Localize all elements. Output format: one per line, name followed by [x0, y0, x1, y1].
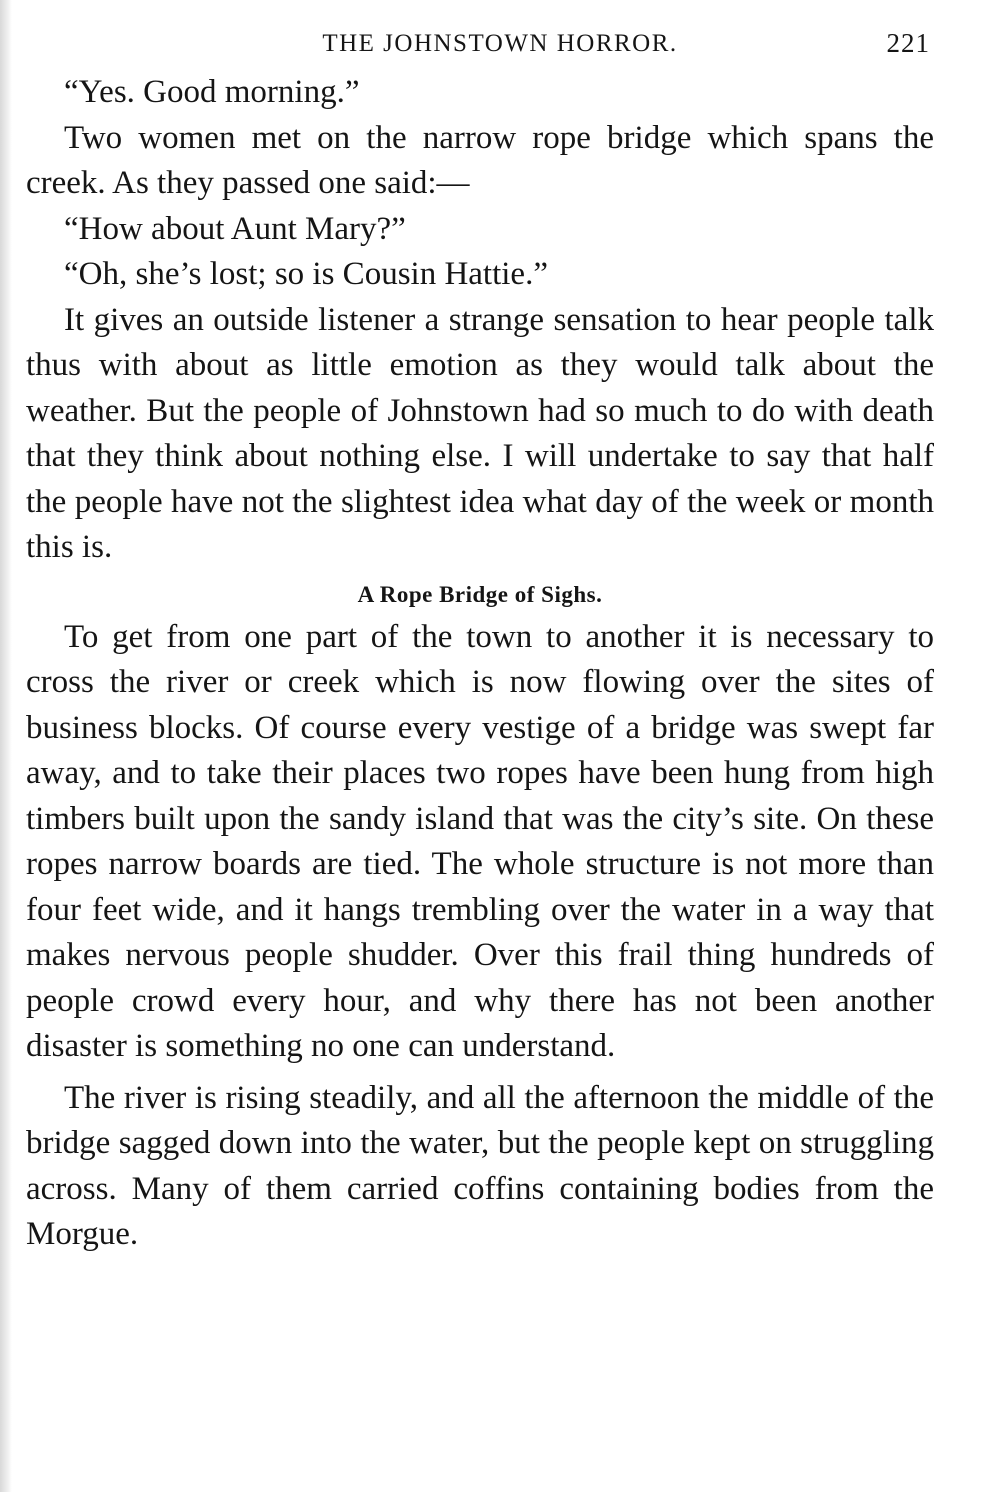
section-paragraph: The river is rising steadily, and all the afternoon the middle of the bridge sagged down into the water, but the people kept on struggling across. Many of them carried coffins containing bodies from the Morgue.	[26, 1079, 934, 1252]
narrative-paragraph: It gives an outside listener a strange sensation to hear people talk thus with about as little emotion as they would talk about the weather. But the people of Johnstown had so much to do with death that they think about nothing else. I will undertake to say that half the people have not the slightest idea what day of the week or month this is.	[26, 301, 934, 565]
book-page	[26, 18, 934, 1478]
running-title: THE JOHNSTOWN HORROR.	[322, 30, 678, 57]
section-heading: A Rope Bridge of Sighs.	[357, 581, 603, 607]
dialogue-line: “Oh, she’s lost; so is Cousin Hattie.”	[64, 256, 548, 292]
page-number: 221	[886, 28, 930, 58]
section-paragraph: To get from one part of the town to another it is necessary to cross the river or creek which is now flowing over the sites of business blocks. Of course every vestige of a bridge was swept far away, and to take their places two ropes have been hung from high timbers built upon the sandy island that was the city’s site. On these ropes narrow boards are tied. The whole structure is not more than four feet wide, and it hangs trembling over the water in a way that makes nervous people shudder. Over this frail thing hundreds of people crowd every hour, and why there has not been another disaster is something no one can understand.	[26, 618, 934, 1064]
narrative-paragraph: Two women met on the narrow rope bridge which spans the creek. As they passed one said:—	[26, 119, 934, 201]
page-edge-shadow	[0, 0, 12, 1492]
running-header	[26, 18, 934, 70]
dialogue-line: “Yes. Good morning.”	[64, 74, 360, 110]
dialogue-line: “How about Aunt Mary?”	[64, 210, 406, 247]
